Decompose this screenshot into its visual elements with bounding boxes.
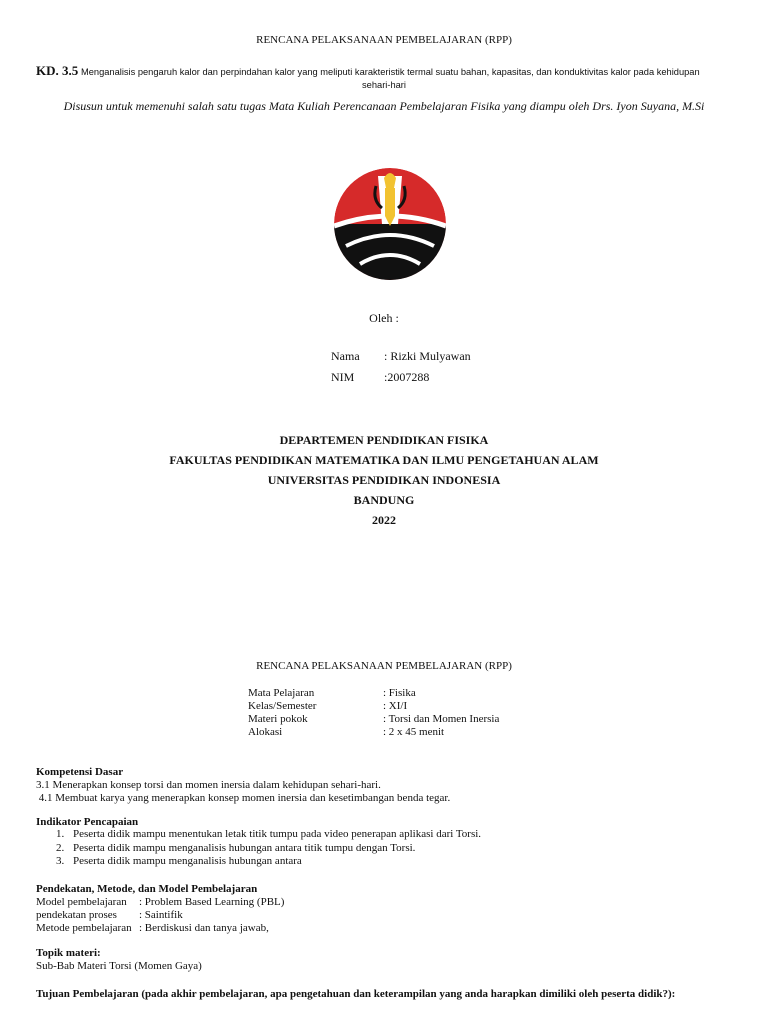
rpp-title: RENCANA PELAKSANAAN PEMBELAJARAN (RPP) <box>256 660 512 672</box>
pendekatan-value: : Berdiskusi dan tanya jawab, <box>139 922 269 934</box>
info-value: : Fisika <box>383 687 416 699</box>
kd-text-cont: sehari-hari <box>362 80 406 90</box>
info-value: : XI/I <box>383 700 408 712</box>
info-value: : Torsi dan Momen Inersia <box>383 713 500 725</box>
institution-line: BANDUNG <box>353 493 415 507</box>
pendekatan-label: Metode pembelajaran <box>36 922 132 934</box>
institution-line: DEPARTEMEN PENDIDIKAN FISIKA <box>279 433 489 447</box>
nim-value: :2007288 <box>384 370 430 384</box>
indikator-list <box>34 828 481 869</box>
cover-title: RENCANA PELAKSANAAN PEMBELAJARAN (RPP) <box>256 34 512 46</box>
pendekatan-heading: Pendekatan, Metode, dan Model Pembelajaran <box>36 883 258 895</box>
list-item: 1. Peserta didik mampu menentukan letak titik tumpu pada video penerapan aplikasi dari Torsi. <box>67 828 481 842</box>
list-item: 3. Peserta didik mampu menganalisis hubungan antara <box>67 855 481 869</box>
nim-label: NIM <box>331 370 355 384</box>
indikator-heading: Indikator Pencapaian <box>36 816 139 828</box>
university-logo <box>332 166 448 282</box>
pendekatan-label: pendekatan proses <box>36 909 117 921</box>
kd-text: Menganalisis pengaruh kalor dan perpindahan kalor yang meliputi karakteristik termal suatu bahan, kapasitas, dan konduktivitas kalor pada kehidupan <box>81 67 700 77</box>
list-item: 2. Peserta didik mampu menganalisis hubungan antara titik tumpu dengan Torsi. <box>67 842 481 856</box>
kompetensi-item: 4.1 Membuat karya yang menerapkan konsep momen inersia dan kesetimbangan benda tegar. <box>36 792 451 804</box>
institution-line: 2022 <box>372 513 396 527</box>
pendekatan-value: : Saintifik <box>139 909 183 921</box>
topik-text: Sub-Bab Materi Torsi (Momen Gaya) <box>36 960 202 972</box>
tujuan-heading: Tujuan Pembelajaran (pada akhir pembelajaran, apa pengetahuan dan keterampilan yang anda harapkan dimiliki oleh peserta didik?): <box>36 988 676 1000</box>
info-value: : 2 x 45 menit <box>383 726 445 738</box>
kd-block <box>36 61 736 82</box>
info-label: Alokasi <box>248 726 283 738</box>
info-label: Mata Pelajaran <box>248 687 315 699</box>
cover-subtitle: Disusun untuk memenuhi salah satu tugas Mata Kuliah Perencanaan Pembelajaran Fisika yang diampu oleh Drs. Iyon Suyana, M.Si <box>63 99 705 113</box>
oleh-label: Oleh : <box>369 311 399 325</box>
nama-label: Nama <box>331 349 360 363</box>
topik-heading: Topik materi: <box>36 947 101 959</box>
institution-line: UNIVERSITAS PENDIDIKAN INDONESIA <box>267 473 501 487</box>
institution-line: FAKULTAS PENDIDIKAN MATEMATIKA DAN ILMU PENGETAHUAN ALAM <box>169 453 599 467</box>
institution-block <box>0 430 768 530</box>
logo-pen <box>385 188 395 216</box>
info-label: Materi pokok <box>248 713 308 725</box>
kompetensi-heading: Kompetensi Dasar <box>36 766 124 778</box>
info-label: Kelas/Semester <box>248 700 317 712</box>
kd-label: KD. 3.5 <box>36 63 79 78</box>
pendekatan-label: Model pembelajaran <box>36 896 127 908</box>
nama-value: : Rizki Mulyawan <box>384 349 471 363</box>
pendekatan-value: : Problem Based Learning (PBL) <box>139 896 285 908</box>
kompetensi-item: 3.1 Menerapkan konsep torsi dan momen inersia dalam kehidupan sehari-hari. <box>36 779 381 791</box>
